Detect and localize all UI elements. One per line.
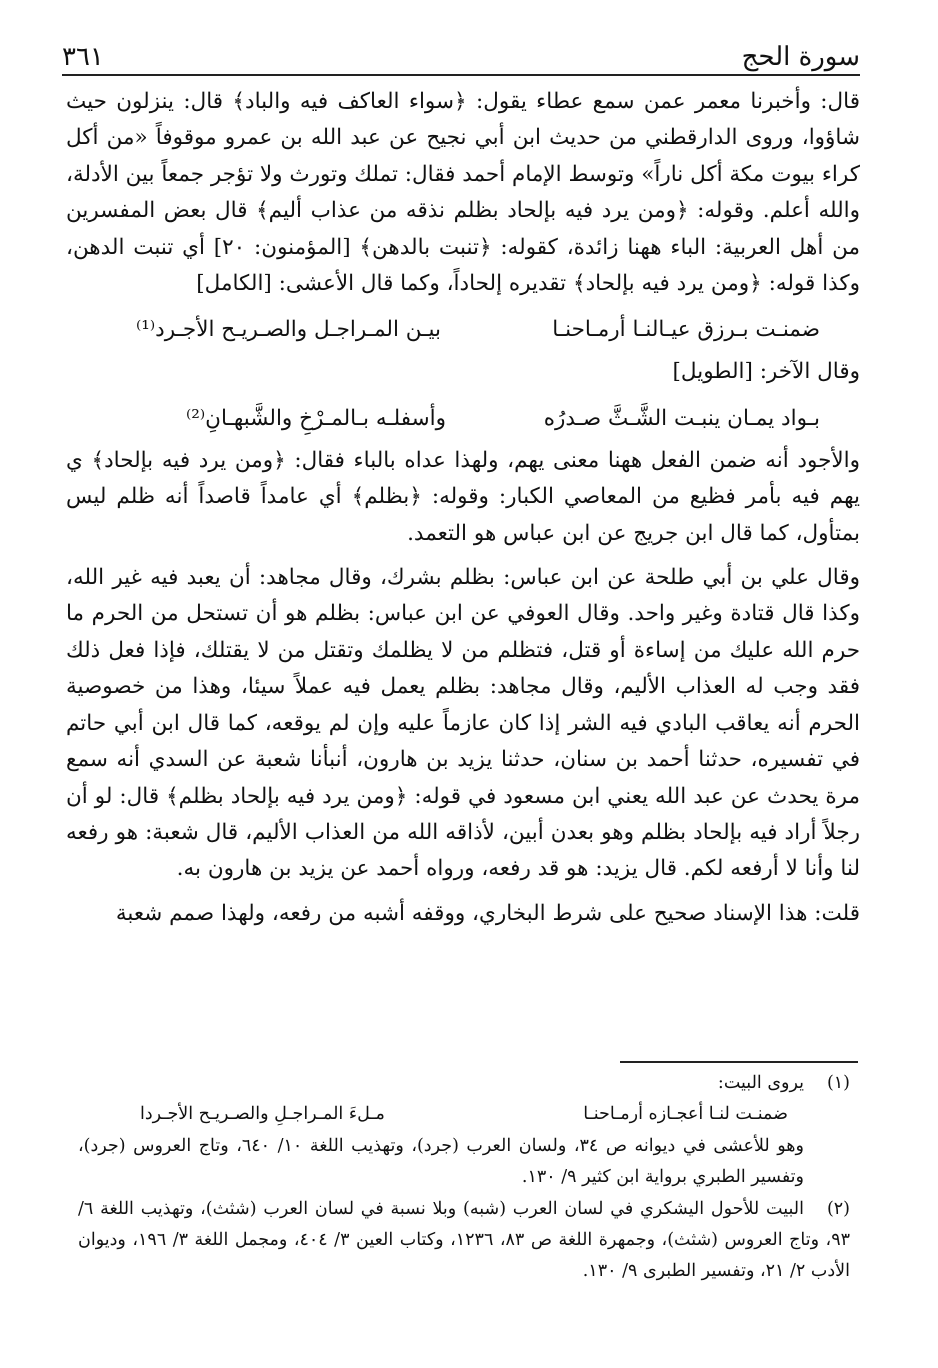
verse-1: [66, 306, 860, 350]
verse-2-first-hemistich: بـواد يمـان ينبـت الشَّـثَّ صـدرُه: [543, 405, 820, 431]
paragraph-1: قال: وأخبرنا معمر عمن سمع عطاء يقول: ﴿سواء العاكف فيه والباد﴾ قال: ينزلون حيث شاؤوا، وروى الدارقطني من حديث ابن أبي نجيح عن عبد الله بن عمرو موقوفاً «من أكل كراء بيوت مكة أكل ناراً» وتوسط الإمام أحمد فقال: تملك وتورث ولا تؤجر جمعاً بين الأدلة، والله أعلم. وقوله: ﴿ومن يرد فيه بإلحاد بظلم نذقه من عذاب أليم﴾ قال بعض المفسرين من أهل العربية: الباء ههنا زائدة، كقوله: ﴿تنبت بالدهن﴾ [المؤمنون: ٢٠] أي تنبت الدهن، وكذا قوله: ﴿ومن يرد فيه بإلحاد﴾ تقديره إلحاداً، وكما قال الأعشى: [الكامل]: [66, 89, 861, 297]
footnote-2: [78, 1194, 850, 1288]
footnote-divider: [620, 1061, 858, 1063]
footnote-1-intro-text: يروى البيت:: [717, 1073, 804, 1093]
main-text: [66, 84, 860, 932]
verse-1-first-hemistich: ضمنـت بـرزق عيـالنـا أرمـاحنـا: [552, 317, 820, 343]
footnote-2-number: (٢): [826, 1198, 850, 1219]
footnote-2-text: البيت للأحول اليشكري في لسان العرب (شبه) وبلا نسبة في لسان العرب (شثث)، وتهذيب اللغة ٦/ ٩٣، وتاج العروس (شثث)، وجمهرة اللغة ص ٨٣، ١٢٣٦، وكتاب العين ٣/ ٤٠٤، ومجمل اللغة ٣/ ١٩٦، وديوان الأدب ٢/ ٢١، وتفسير الطبرى ٩/ ١٣٠.: [78, 1198, 850, 1282]
paragraph-2: وقال الآخر: [الطويل]: [672, 359, 860, 385]
footnote-1-intro: [78, 1068, 850, 1099]
verse-2: [66, 395, 860, 439]
footnote-1-verse-second-hemistich: مـلءَ المـراجـلِ والصـريـح الأجـردا: [140, 1104, 385, 1125]
verse-2-second-hemistich: وأسفلـه بـالمـرْخِ والشَّبهـانِ⁽²⁾: [186, 405, 447, 431]
paragraph-4: وقال علي بن أبي طلحة عن ابن عباس: بظلم بشرك، وقال مجاهد: أن يعبد فيه غير الله، وكذا قال قتادة وغير واحد. وقال العوفي عن ابن عباس: بظلم هو أن تستحل من الحرم ما حرم الله عليك من إساءة أو قتل، فتظلم من لا يظلمك وتقتل من لا يقتلك، فإذا فعل ذلك فقد وجب له العذاب الأليم، وقال مجاهد: بظلم يعمل فيه عملاً سيئا، وهذا من خصوصية الحرم أنه يعاقب البادي فيه الشر إذا كان عازماً عليه وإن لم يوقعه، كما قال ابن أبي حاتم في تفسيره، حدثنا أحمد بن سنان، حدثنا يزيد بن هارون، أنبأنا شعبة عن السدي أنه سمع مرة يحدث عن عبد الله يعني ابن مسعود في قوله: ﴿ومن يرد فيه بإلحاد بظلم﴾ قال: لو أن رجلاً أراد فيه بإلحاد بظلم وهو بعدن أبين، لأذاقه الله من العذاب الأليم، قال شعبة: هو رفعه لنا وأنا لا أرفعه لكم. قال يزيد: هو قد رفعه، ورواه أحمد عن يزيد بن هارون به.: [66, 565, 860, 882]
page-number: ٣٦١: [62, 42, 104, 72]
footnote-1-number: (١): [826, 1073, 850, 1093]
paragraph-5: قلت: هذا الإسناد صحيح على شرط البخاري، ووقفه أشبه من رفعه، ولهذا صمم شعبة: [115, 900, 860, 926]
footnote-1-verse: [78, 1099, 850, 1131]
footnote-1-verse-first-hemistich: ضمنـت لنـا أعجـازه أرمـاحنـا: [583, 1104, 788, 1125]
paragraph-3: والأجود أنه ضمن الفعل ههنا معنى يهم، ولهذا عداه بالباء فقال: ﴿ومن يرد فيه بإلحاد﴾ ي يهم فيه بأمر فظيع من المعاصي الكبار: وقوله: ﴿بظلم﴾ أي عامداً قاصداً أنه ظلم ليس بمتأول، كما قال ابن جريج عن ابن عباس هو التعمد.: [66, 447, 860, 546]
verse-1-second-hemistich: بيـن المـراجـل والصـريـح الأجـرد⁽¹⁾: [136, 317, 441, 343]
footnotes: [78, 1068, 850, 1287]
page-header: [62, 40, 860, 76]
footnote-1-text: وهو للأعشى في ديوانه ص ٣٤، ولسان العرب (جرد)، وتهذيب اللغة ١٠/ ٦٤٠، وتاج العروس (جرد)، وتفسير الطبري برواية ابن كثير ٩/ ١٣٠.: [78, 1136, 804, 1188]
surah-title: سورة الحج: [741, 42, 860, 72]
